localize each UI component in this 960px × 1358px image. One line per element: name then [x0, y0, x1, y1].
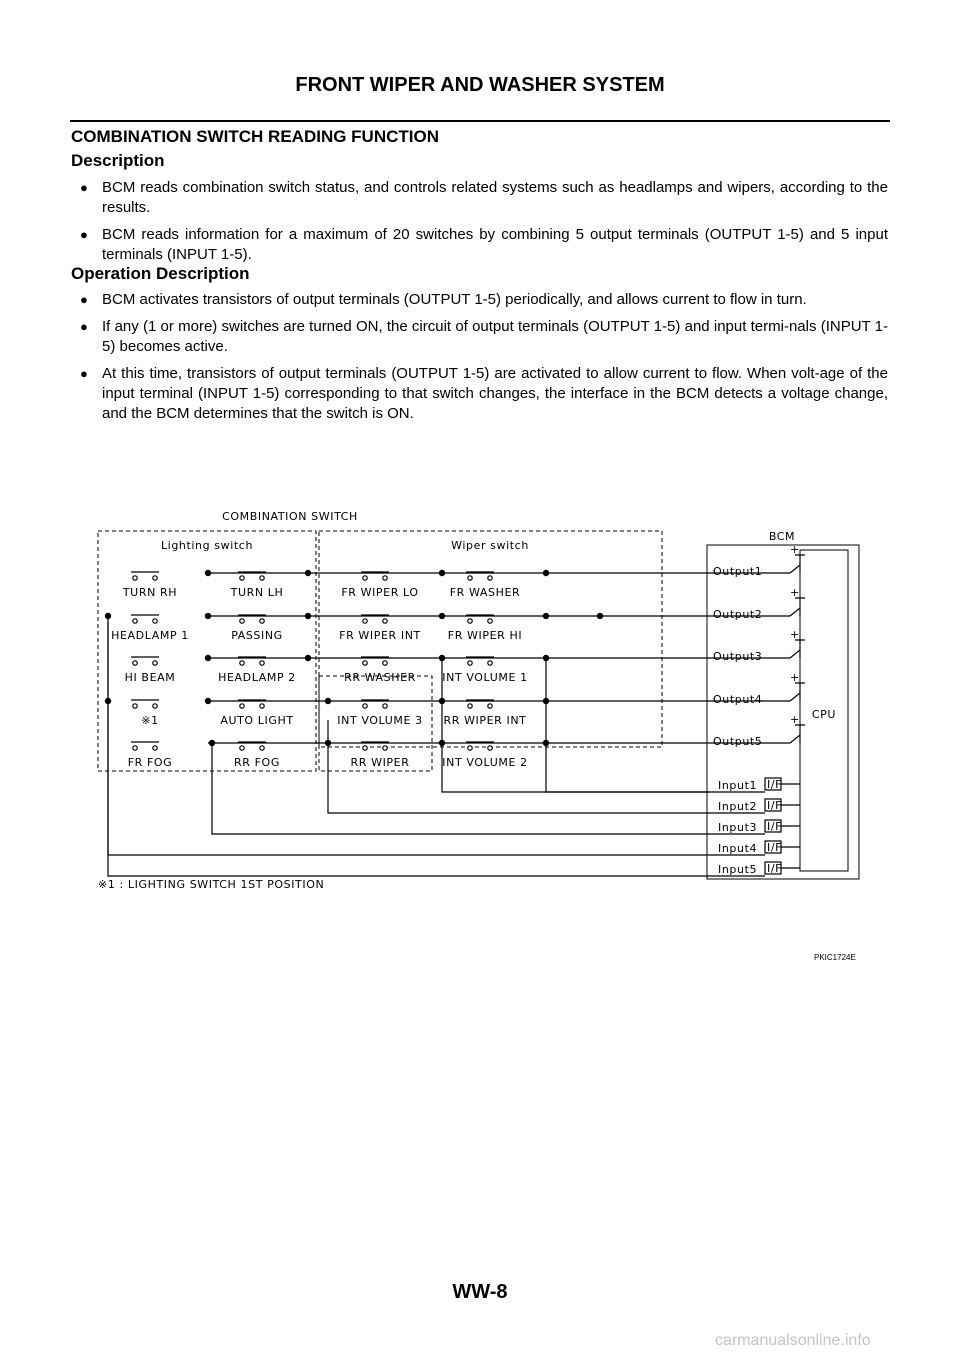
- contact: [260, 661, 264, 665]
- page-title: FRONT WIPER AND WASHER SYSTEM: [295, 74, 665, 96]
- contact: [260, 576, 264, 580]
- title-rule: [70, 120, 890, 122]
- switch-label: HEADLAMP 2: [218, 671, 296, 684]
- junction-dot: [543, 570, 549, 576]
- input-bus: [108, 616, 710, 876]
- switch-label: FR WIPER LO: [341, 586, 419, 599]
- contact: [153, 746, 157, 750]
- junction-dot: [209, 740, 215, 746]
- switch-label: ※1: [141, 714, 159, 727]
- figure-id: PKIC1724E: [814, 953, 856, 962]
- contact: [488, 704, 492, 708]
- junction-dot: [439, 740, 445, 746]
- contact: [363, 661, 367, 665]
- contact: [383, 661, 387, 665]
- switch-label: RR WASHER: [344, 671, 416, 684]
- operation-heading: Operation Description: [71, 264, 250, 283]
- switch-label: AUTO LIGHT: [220, 714, 294, 727]
- junction-dot: [439, 698, 445, 704]
- junction-dot: [305, 570, 311, 576]
- bullet-icon: ●: [80, 292, 88, 307]
- transistor-symbol: [790, 725, 805, 743]
- contact: [488, 661, 492, 665]
- switch-label: RR WIPER INT: [443, 714, 527, 727]
- cpu-label: CPU: [811, 708, 837, 721]
- junction-dot: [439, 655, 445, 661]
- switch-label: TURN RH: [122, 586, 178, 599]
- input-bus: [108, 622, 710, 855]
- junction-dot: [597, 613, 603, 619]
- output-label: Output4: [713, 693, 763, 706]
- junction-dot: [543, 655, 549, 661]
- switch-label: FR WASHER: [449, 586, 521, 599]
- output-label: Output1: [713, 565, 763, 578]
- input-label: Input4: [718, 842, 758, 855]
- list-item: [80, 364, 888, 424]
- contact: [133, 704, 137, 708]
- contact: [488, 619, 492, 623]
- transistor-symbol: [790, 598, 805, 616]
- switch-label: HI BEAM: [124, 671, 176, 684]
- plus-sign: +: [790, 628, 800, 641]
- contact: [240, 746, 244, 750]
- output-label: Output3: [713, 650, 763, 663]
- transistor-symbol: [790, 555, 805, 573]
- wiper-switch-label: Wiper switch: [451, 539, 529, 552]
- switch-label: INT VOLUME 3: [337, 714, 423, 727]
- switch-label: FR FOG: [127, 756, 173, 769]
- contact: [240, 661, 244, 665]
- junction-dot: [543, 740, 549, 746]
- switch-label: HEADLAMP 1: [111, 629, 189, 642]
- watermark: carmanualsonline.info: [715, 1332, 871, 1349]
- input-label: Input3: [718, 821, 758, 834]
- input-label: Input5: [718, 863, 758, 876]
- junction-dot: [439, 613, 445, 619]
- contact: [363, 704, 367, 708]
- junction-dot: [305, 655, 311, 661]
- footnote-label: ※1 : LIGHTING SWITCH 1ST POSITION: [98, 878, 325, 891]
- contact: [488, 576, 492, 580]
- switch-label: FR WIPER INT: [339, 629, 421, 642]
- interface-label: I/F: [767, 841, 783, 854]
- bullet-text: BCM reads combination switch status, and controls related systems such as headlamps and wipers, according to the results.: [102, 179, 888, 216]
- switch-label: INT VOLUME 1: [442, 671, 528, 684]
- page-number: WW-8: [452, 1281, 508, 1303]
- lighting-switch-label: Lighting switch: [160, 539, 254, 552]
- bullet-icon: ●: [80, 366, 88, 381]
- contact: [153, 576, 157, 580]
- contact: [153, 661, 157, 665]
- junction-dot: [325, 698, 331, 704]
- interface-label: I/F: [767, 862, 783, 875]
- bullet-text: BCM activates transistors of output terminals (OUTPUT 1-5) periodically, and allows current to flow in turn.: [102, 291, 807, 308]
- list-item: [80, 178, 888, 218]
- contact: [260, 619, 264, 623]
- contact: [468, 704, 472, 708]
- junction-dot: [205, 698, 211, 704]
- contact: [468, 661, 472, 665]
- input-label: Input2: [718, 800, 758, 813]
- bullet-icon: ●: [80, 180, 88, 195]
- section-heading: COMBINATION SWITCH READING FUNCTION: [71, 127, 439, 146]
- bullet-icon: ●: [80, 319, 88, 334]
- contact: [240, 576, 244, 580]
- combination-switch-label: COMBINATION SWITCH: [222, 510, 358, 523]
- plus-sign: +: [790, 713, 800, 726]
- interface-label: I/F: [767, 820, 783, 833]
- combination-switch-diagram: [90, 500, 880, 895]
- bullet-text: BCM reads information for a maximum of 20 switches by combining 5 output terminals (OUTPUT 1-5) and 5 input terminals (INPUT 1-5).: [102, 226, 888, 263]
- junction-dot: [205, 570, 211, 576]
- plus-sign: +: [790, 543, 800, 556]
- contact: [363, 746, 367, 750]
- contact: [363, 576, 367, 580]
- bullet-text: If any (1 or more) switches are turned ON, the circuit of output terminals (OUTPUT 1-5) and input termi-nals (INPUT 1-5) becomes active.: [102, 318, 888, 355]
- contact: [260, 704, 264, 708]
- contact: [240, 704, 244, 708]
- plus-sign: +: [790, 671, 800, 684]
- junction-dot: [205, 655, 211, 661]
- contact: [383, 576, 387, 580]
- list-item: [80, 290, 888, 310]
- output-label: Output2: [713, 608, 763, 621]
- lighting-switch-frame: [98, 531, 316, 771]
- switch-label: RR WIPER: [350, 756, 410, 769]
- contact: [383, 704, 387, 708]
- switch-label: PASSING: [231, 629, 283, 642]
- interface-label: I/F: [767, 799, 783, 812]
- contact: [383, 746, 387, 750]
- input-label: Input1: [718, 779, 758, 792]
- bullet-icon: ●: [80, 227, 88, 242]
- contact: [468, 619, 472, 623]
- contact: [363, 619, 367, 623]
- junction-dot: [325, 740, 331, 746]
- switch-label: TURN LH: [230, 586, 284, 599]
- contact: [133, 576, 137, 580]
- junction-dot: [105, 613, 111, 619]
- contact: [468, 576, 472, 580]
- list-item: [80, 225, 888, 265]
- contact: [240, 619, 244, 623]
- contact: [488, 746, 492, 750]
- interface-label: I/F: [767, 778, 783, 791]
- junction-dot: [205, 613, 211, 619]
- description-list: [80, 178, 888, 272]
- output-label: Output5: [713, 735, 763, 748]
- plus-sign: +: [790, 586, 800, 599]
- contact: [153, 619, 157, 623]
- junction-dot: [543, 698, 549, 704]
- contact: [383, 619, 387, 623]
- junction-dot: [305, 613, 311, 619]
- transistor-symbol: [790, 683, 805, 701]
- contact: [133, 746, 137, 750]
- transistor-symbol: [790, 640, 805, 658]
- junction-dot: [439, 570, 445, 576]
- input-bus: [546, 658, 710, 792]
- contact: [153, 704, 157, 708]
- contact: [133, 619, 137, 623]
- switch-label: INT VOLUME 2: [442, 756, 528, 769]
- bullet-text: At this time, transistors of output terminals (OUTPUT 1-5) are activated to allow current to flow. When volt-age of the input terminal (INPUT 1-5) corresponding to that switch changes, the interface in the BCM detects a voltage change, and the BCM determines that the switch is ON.: [102, 365, 888, 422]
- contact: [468, 746, 472, 750]
- list-item: [80, 317, 888, 357]
- contact: [133, 661, 137, 665]
- description-heading: Description: [71, 151, 165, 170]
- junction-dot: [543, 613, 549, 619]
- switch-label: RR FOG: [234, 756, 280, 769]
- switch-label: FR WIPER HI: [447, 629, 523, 642]
- junction-dot: [105, 698, 111, 704]
- bcm-label: BCM: [768, 530, 796, 543]
- contact: [260, 746, 264, 750]
- operation-list: [80, 290, 888, 431]
